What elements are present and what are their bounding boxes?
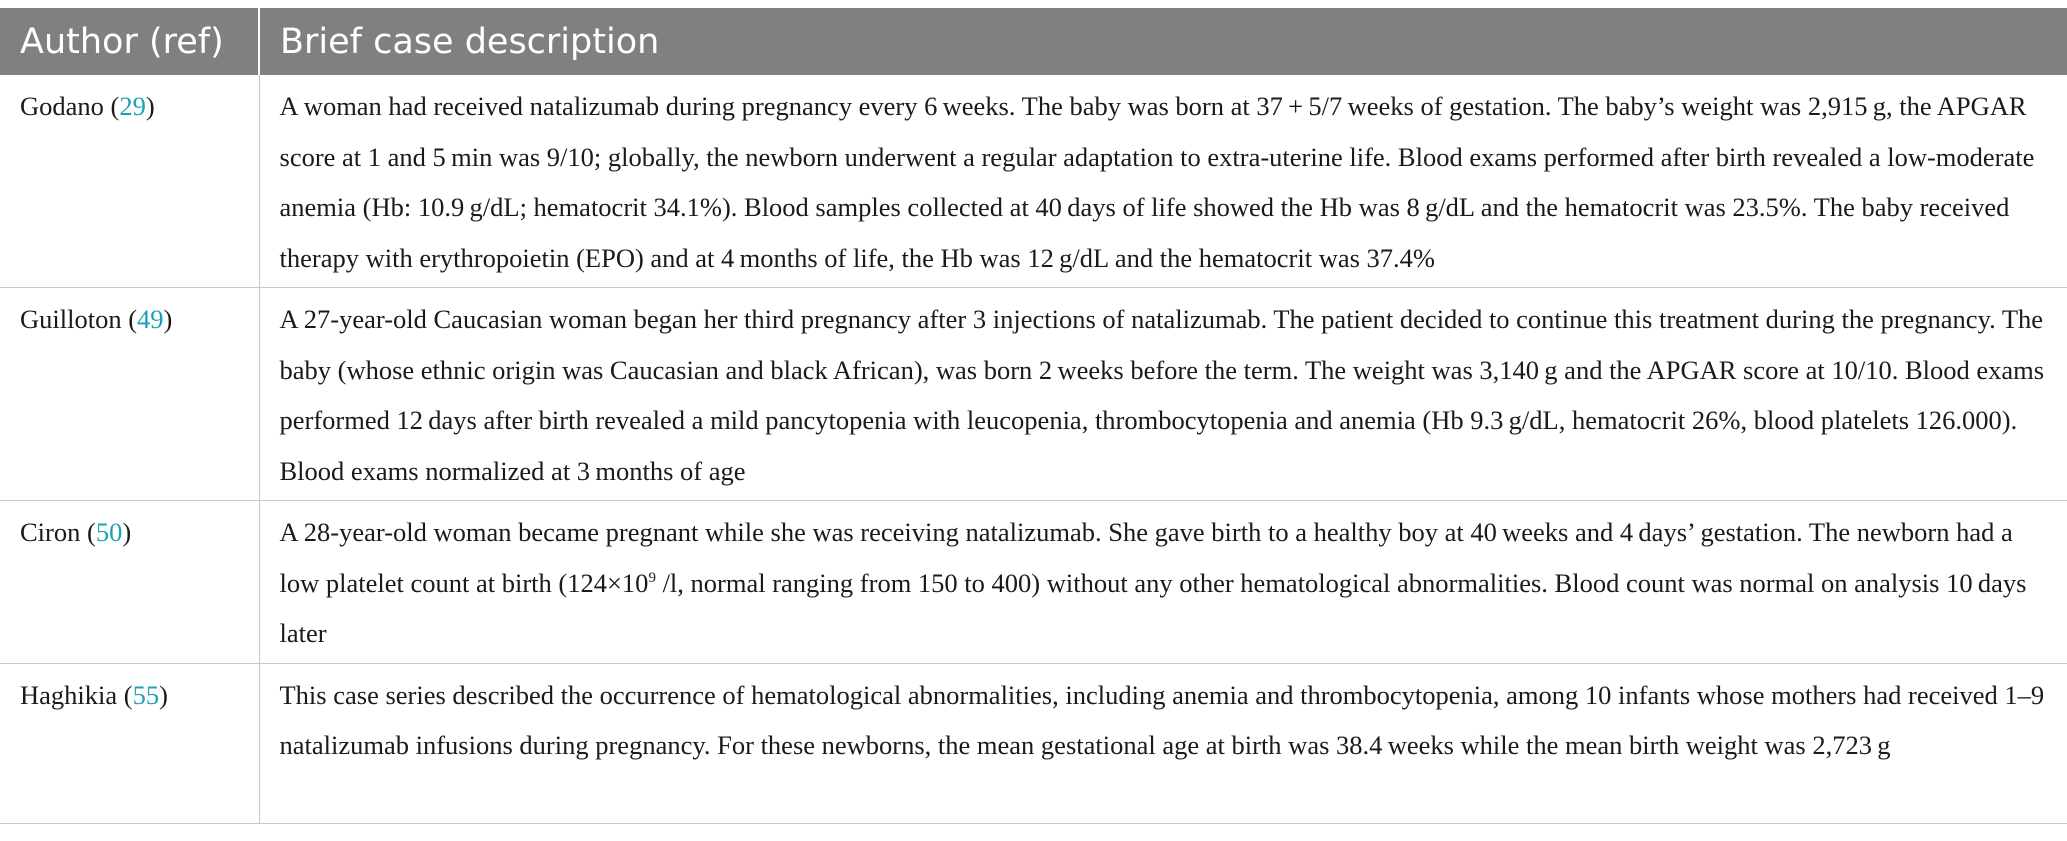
header-brief-case-description: Brief case description xyxy=(259,8,2067,75)
author-cell xyxy=(0,501,259,664)
description-cell xyxy=(259,501,2067,664)
paren-open: ( xyxy=(123,679,133,710)
author-name: Guilloton xyxy=(20,304,122,334)
table-row xyxy=(0,288,2067,501)
reference-link[interactable]: 49 xyxy=(137,304,164,334)
description-cell: This case series described the occurrence of hematological abnormalities, including anemia and thrombocytopenia, among 10 infants whose mothers had received 1–9 natalizumab infusions during pregnancy. For these newborns, the mean gestational age at birth was 38.4 weeks while the mean birth weight was 2,723 g xyxy=(259,663,2067,823)
author-cell xyxy=(0,663,259,823)
table-row xyxy=(0,75,2067,288)
paren-open: ( xyxy=(87,517,96,547)
author-name: Godano xyxy=(20,91,104,121)
superscript-exponent: 9 xyxy=(648,569,656,586)
author-cell xyxy=(0,75,259,288)
reference-link[interactable]: 55 xyxy=(132,679,160,710)
table-row xyxy=(0,501,2067,664)
paren-open: ( xyxy=(128,304,138,334)
paren-close: ) xyxy=(145,91,155,121)
paren-close: ) xyxy=(163,304,173,334)
table-row xyxy=(0,663,2067,823)
reference-link[interactable]: 50 xyxy=(95,517,123,547)
table-header-row xyxy=(0,8,2067,75)
author-name: Ciron xyxy=(20,517,81,547)
paren-open: ( xyxy=(110,91,120,121)
header-author-ref: Author (ref) xyxy=(0,8,259,75)
description-text-part: A 28-year-old woman became pregnant while she was receiving natalizumab. She gave birth to a healthy boy at 40 weeks and 4 days’ gestation. The newborn had a low platelet count at birth (124×10 xyxy=(279,517,2013,598)
paren-close: ) xyxy=(159,679,168,710)
case-table xyxy=(0,8,2067,824)
author-cell xyxy=(0,288,259,501)
author-name: Haghikia xyxy=(20,679,118,710)
description-cell: A 27-year-old Caucasian woman began her third pregnancy after 3 injections of natalizumab. The patient decided to continue this treatment during the pregnancy. The baby (whose ethnic origin was Caucasian and black African), was born 2 weeks before the term. The weight was 3,140 g and the APGAR score at 10/10. Blood exams performed 12 days after birth revealed a mild pancytopenia with leucopenia, thrombocytopenia and anemia (Hb 9.3 g/dL, hematocrit 26%, blood platelets 126.000). Blood exams normalized at 3 months of age xyxy=(259,288,2067,501)
paren-close: ) xyxy=(122,517,132,547)
description-cell: A woman had received natalizumab during pregnancy every 6 weeks. The baby was born at 37 + 5/7 weeks of gestation. The baby’s weight was 2,915 g, the APGAR score at 1 and 5 min was 9/10; globally, the newborn underwent a regular adaptation to extra-uterine life. Blood exams performed after birth revealed a low-moderate anemia (Hb: 10.9 g/dL; hematocrit 34.1%). Blood samples collected at 40 days of life showed the Hb was 8 g/dL and the hematocrit was 23.5%. The baby received therapy with erythropoietin (EPO) and at 4 months of life, the Hb was 12 g/dL and the hematocrit was 37.4% xyxy=(259,75,2067,288)
case-table-container xyxy=(0,8,2067,824)
reference-link[interactable]: 29 xyxy=(119,91,146,121)
description-text-part: /l, normal ranging from 150 to 400) without any other hematological abnormalities. Blood count was normal on analysis 10 days later xyxy=(279,567,2027,648)
